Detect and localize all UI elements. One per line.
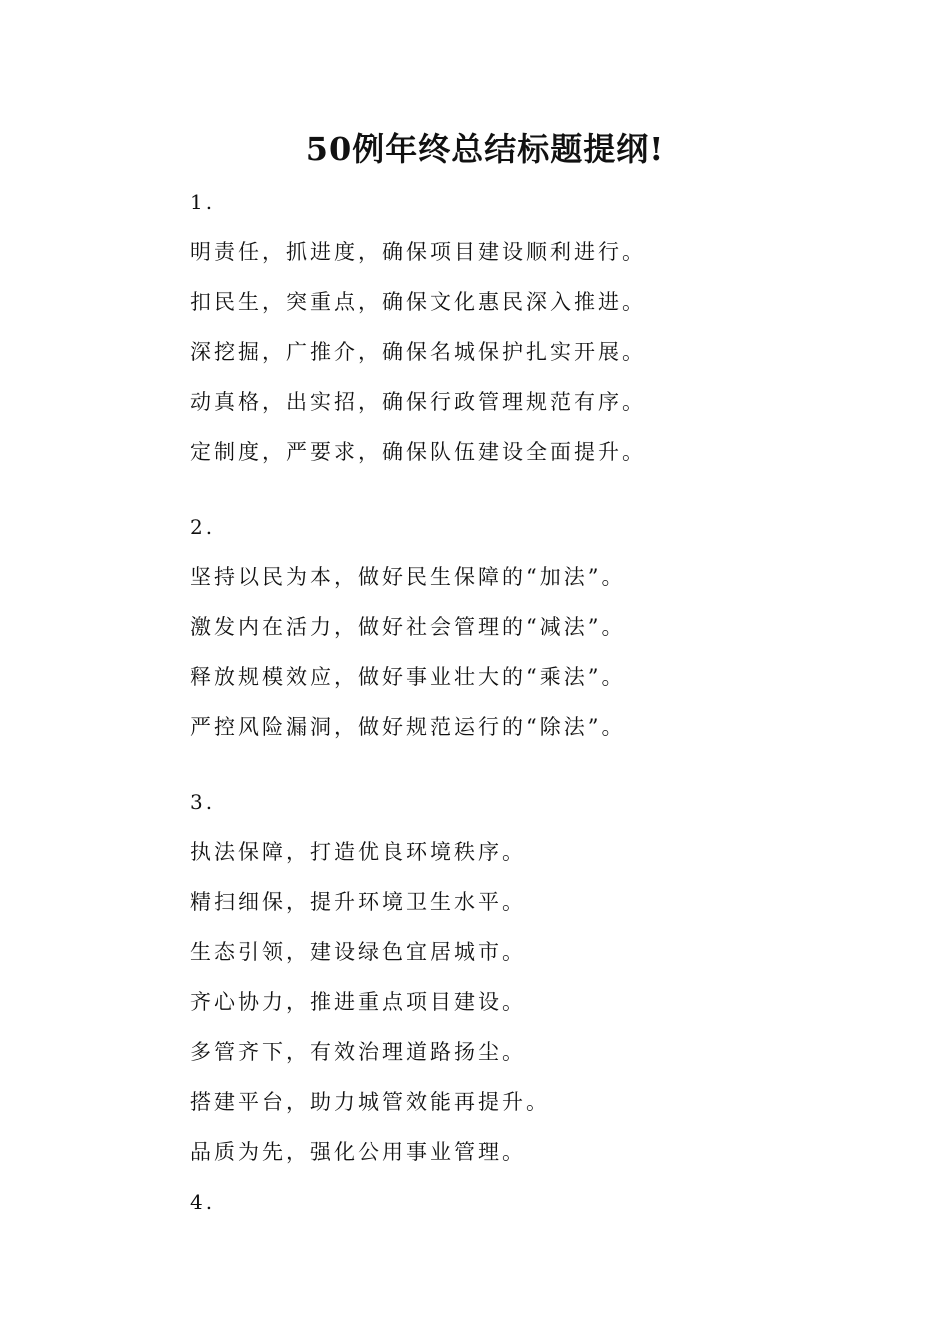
section-number: 4.	[190, 1190, 216, 1214]
list-item: 多管齐下，有效治理道路扬尘。	[190, 1040, 526, 1064]
section-number: 2.	[190, 515, 216, 539]
list-item: 执法保障，打造优良环境秩序。	[190, 840, 526, 864]
list-item: 搭建平台，助力城管效能再提升。	[190, 1090, 550, 1114]
list-item: 动真格，出实招，确保行政管理规范有序。	[190, 390, 646, 414]
section-2	[190, 502, 910, 752]
section-3	[190, 777, 910, 1177]
list-item: 深挖掘，广推介，确保名城保护扎实开展。	[190, 340, 646, 364]
section-number: 1.	[190, 190, 216, 214]
document-body	[190, 177, 910, 1227]
section-4	[190, 1177, 910, 1227]
list-item: 激发内在活力，做好社会管理的“减法”。	[190, 615, 626, 639]
section-1	[190, 177, 910, 477]
list-item: 精扫细保，提升环境卫生水平。	[190, 890, 526, 914]
list-item: 扣民生，突重点，确保文化惠民深入推进。	[190, 290, 646, 314]
section-spacer	[190, 752, 910, 777]
document-title: 50例年终总结标题提纲!	[305, 130, 665, 168]
list-item: 释放规模效应，做好事业壮大的“乘法”。	[190, 665, 626, 689]
section-spacer	[190, 477, 910, 502]
list-item: 齐心协力，推进重点项目建设。	[190, 990, 526, 1014]
list-item: 品质为先，强化公用事业管理。	[190, 1140, 526, 1164]
list-item: 坚持以民为本，做好民生保障的“加法”。	[190, 565, 626, 589]
list-item: 明责任，抓进度，确保项目建设顺利进行。	[190, 240, 646, 264]
list-item: 定制度，严要求，确保队伍建设全面提升。	[190, 440, 646, 464]
list-item: 严控风险漏洞，做好规范运行的“除法”。	[190, 715, 626, 739]
list-item: 生态引领，建设绿色宜居城市。	[190, 940, 526, 964]
section-number: 3.	[190, 790, 216, 814]
